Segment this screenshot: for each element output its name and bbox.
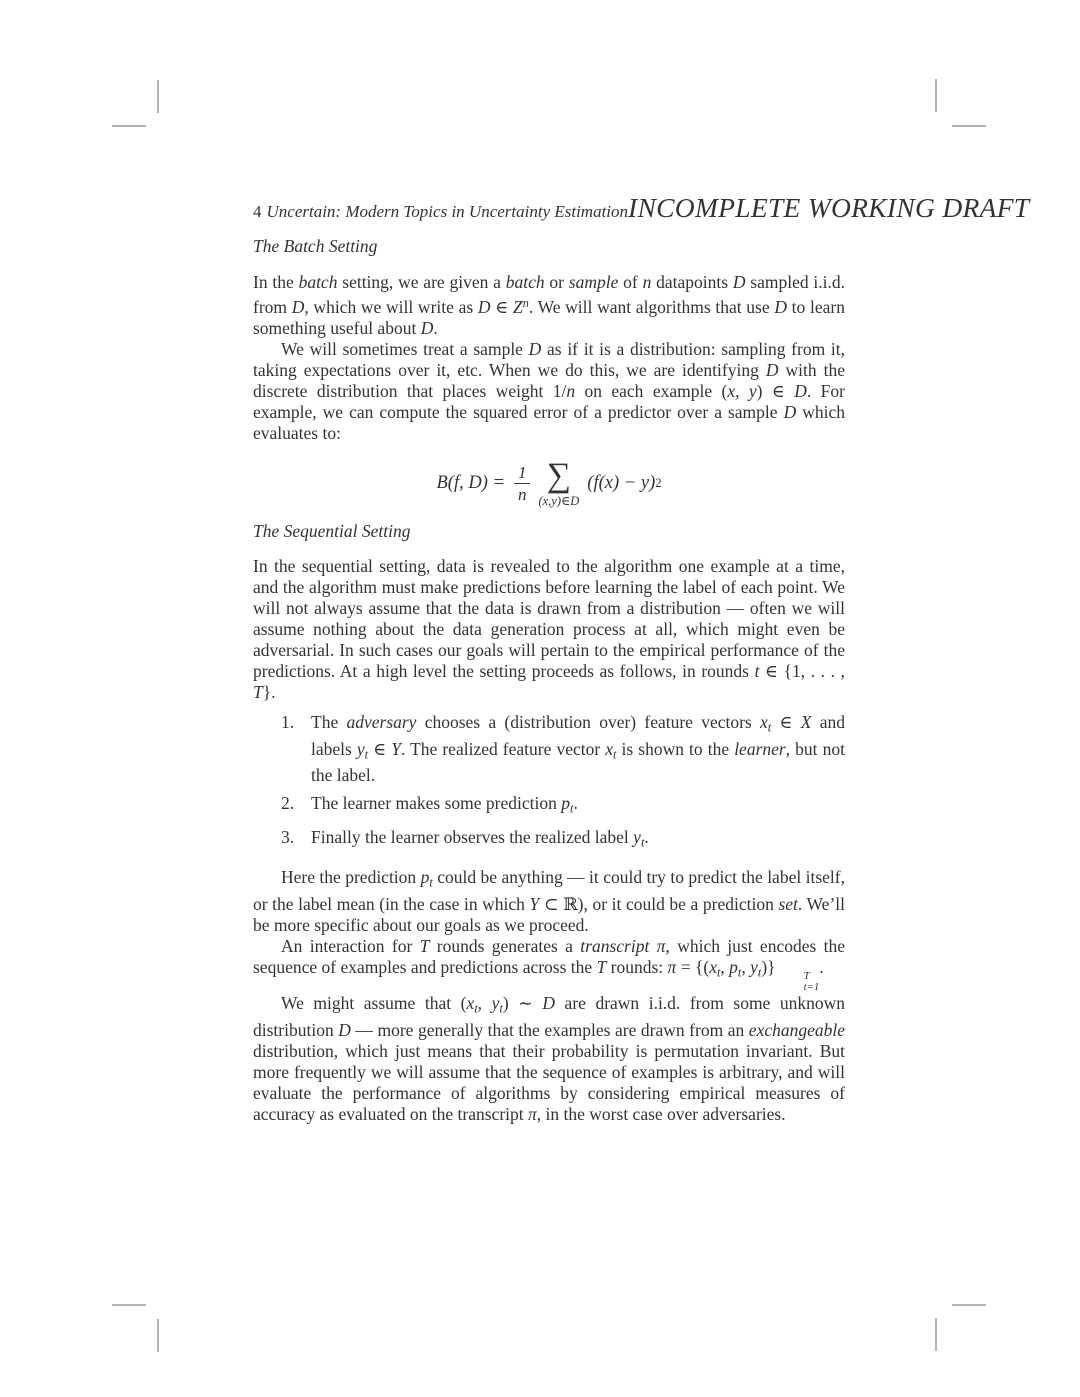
section-heading-batch-setting: The Batch Setting [253, 236, 378, 256]
running-title: Uncertain: Modern Topics in Uncertainty Estimation [266, 202, 629, 221]
draft-notice: INCOMPLETE WORKING DRAFT [628, 192, 1030, 223]
crop-mark-bottom-right-vertical [935, 1318, 937, 1351]
paragraph-batch-intro: In the batch setting, we are given a batch or sample of n datapoints D sampled i.i.d. from D, which we will write as D ∈ $Z^n$. We will want algorithms that use D to learn something useful about D. [253, 272, 846, 339]
fraction-denominator: n [517, 485, 527, 505]
page-number: 4 [253, 202, 262, 221]
paragraph-sequential-intro: In the sequential setting, data is revealed to the algorithm one example at a time, and the algorithm must make predictions before learning the label of each point. We will not always assume that the data is drawn from a distribution — often we will assume nothing about the data generation process at all, which might even be adversarial. In such cases our goals will pertain to the empirical performance of the predictions. At a high level the setting proceeds as follows, in rounds t ∈ {1, . . . , T}. [253, 556, 845, 702]
paragraph-prediction-types: Here the prediction $p_t$ could be anything — it could try to predict the label itself, or the label mean (in the case in which Y ⊂ ℝ), or it could be a prediction set. We’ll be more specific about our goals as we proceed. [253, 866, 845, 935]
equation-lhs: B(f, D) = [436, 473, 505, 494]
crop-mark-top-left-vertical [157, 80, 159, 113]
list-item [281, 712, 845, 786]
section-heading-sequential-setting: The Sequential Setting [253, 521, 411, 541]
crop-mark-top-left-horizontal [112, 125, 146, 127]
summation [538, 457, 580, 508]
page-header [253, 192, 1030, 223]
content-column [253, 192, 1030, 1125]
crop-mark-bottom-left-vertical [157, 1319, 159, 1352]
sum-subscript: (x,y)∈D [538, 493, 580, 508]
protocol-list [253, 712, 845, 854]
crop-mark-bottom-left-horizontal [112, 1304, 146, 1306]
crop-mark-top-right-vertical [935, 79, 937, 112]
sum-symbol: ∑ [546, 457, 571, 495]
list-item-text: The learner makes some prediction $p_t$. [311, 793, 578, 817]
list-item-number: 2. [281, 793, 295, 814]
equation-fraction [514, 463, 531, 505]
list-item-text: The adversary chooses a (distribution over) feature vectors $x_t$ ∈ X and labels $y_t$ ∈ Y. The realized feature vector $x_t$ is shown to the learner, but not the label. [311, 712, 845, 786]
fraction-numerator: 1 [514, 463, 531, 485]
list-item-text: Finally the learner observes the realized label $y_t$. [311, 827, 649, 850]
paragraph-transcript: An interaction for T rounds generates a transcript π, which just encodes the sequence of examples and predictions across the T rounds: $\pi = \{(x_t$, $p_t$, $y_t$)} T t=1 . [253, 935, 846, 993]
crop-mark-top-right-horizontal [952, 125, 986, 127]
list-item-number: 3. [281, 827, 295, 848]
paragraph-batch-sample-as-distribution: We will sometimes treat a sample D as if it is a distribution: sampling from it, taking expectations over it, etc. When we do this, we are identifying D with the discrete distribution that places weight 1/n on each example (x, y) ∈ D. For example, we can compute the squared error of a predictor over a sample D which evaluates to: [253, 339, 845, 444]
list-item [281, 827, 845, 854]
paragraph-exchangeable: We might assume that ($x_t$, $y_t$) ∼ D are drawn i.i.d. from some unknown distribution D — more generally that the examples are drawn from an exchangeable distribution, which just means that their probability is permutation invariant. But more frequently we will assume that the sequence of examples is arbitrary, and will evaluate the performance of algorithms by considering empirical measures of accuracy as evaluated on the transcript π, in the worst case over adversaries. [253, 993, 845, 1125]
equation-squared-error [253, 457, 845, 508]
list-item [281, 793, 845, 820]
equation-body: (f(x) − y) [587, 473, 656, 494]
list-item-number: 1. [281, 712, 295, 732]
equation-exponent: 2 [655, 476, 662, 491]
crop-mark-bottom-right-horizontal [952, 1304, 986, 1306]
